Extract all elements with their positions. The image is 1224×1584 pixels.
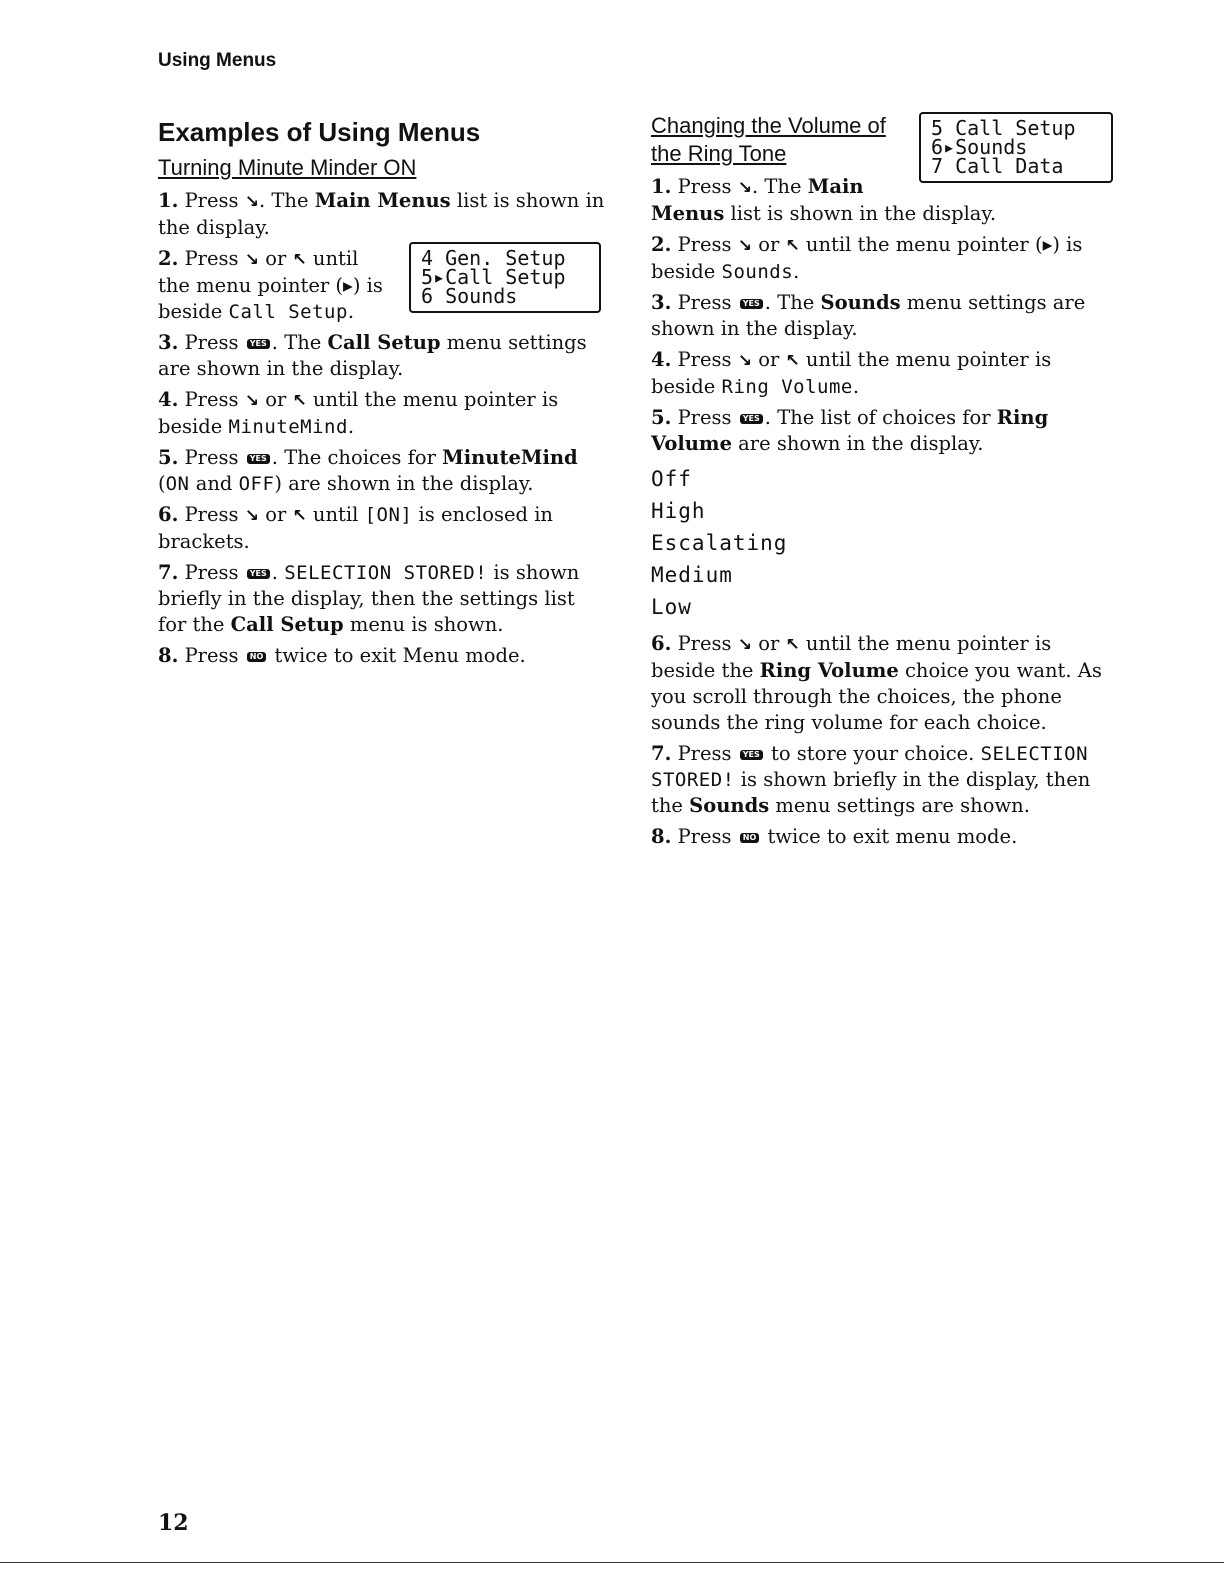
right-step-2: 2. Press ↘ or ↖ until the menu pointer (▸) is beside Sounds. bbox=[651, 233, 1083, 283]
left-step-1: 1. Press ↘. The Main Menus list is shown in the display. bbox=[158, 189, 605, 239]
choice-item: Off bbox=[651, 467, 692, 491]
scroll-up-key-icon: ↖ bbox=[785, 351, 800, 371]
ring-volume-choices bbox=[651, 463, 1113, 623]
scroll-down-key-icon: ↘ bbox=[244, 192, 260, 212]
right-step-4: 4. Press ↘ or ↖ until the menu pointer is beside Ring Volume. bbox=[651, 348, 1052, 398]
running-head: Using Menus bbox=[158, 50, 277, 71]
scroll-up-key-icon: ↖ bbox=[785, 635, 800, 655]
menu-pointer-icon: ▸ bbox=[343, 274, 353, 297]
left-step-4: 4. Press ↘ or ↖ until the menu pointer is beside MinuteMind. bbox=[158, 388, 559, 438]
left-lcd-display: 4 Gen. Setup 5▸Call Setup 6 Sounds bbox=[409, 242, 601, 313]
scroll-up-key-icon: ↖ bbox=[785, 236, 800, 256]
left-step-5: 5. Press YES . The choices for MinuteMind (ON and OFF) are shown in the display. bbox=[158, 446, 578, 495]
scroll-up-key-icon: ↖ bbox=[292, 506, 307, 526]
yes-key-icon: YES bbox=[247, 339, 270, 349]
choice-item: High bbox=[651, 499, 706, 523]
right-step-1: 1. Press ↘. The Main Menus list is shown in the display. bbox=[651, 175, 997, 225]
section-title: Examples of Using Menus bbox=[158, 117, 481, 147]
no-key-icon: NO bbox=[740, 833, 760, 843]
left-step-7: 7. Press YES . SELECTION STORED! is shown briefly in the display, then the settings list for the Call Setup menu is shown. bbox=[158, 561, 580, 636]
right-step-7: 7. Press YES to store your choice. SELECTION STORED! is shown briefly in the display, then the Sounds menu settings are shown. bbox=[651, 742, 1091, 817]
left-step-2-wrap bbox=[158, 246, 608, 325]
choice-item: Medium bbox=[651, 563, 733, 587]
right-column bbox=[651, 112, 1113, 855]
yes-key-icon: YES bbox=[740, 750, 763, 760]
bottom-rule bbox=[0, 1562, 1224, 1563]
yes-key-icon: YES bbox=[740, 299, 763, 309]
scroll-down-key-icon: ↘ bbox=[244, 506, 260, 526]
right-lcd-display: 5 Call Setup 6▸Sounds 7 Call Data bbox=[919, 112, 1113, 183]
choice-item: Escalating bbox=[651, 531, 788, 555]
choice-item: Low bbox=[651, 595, 692, 619]
right-step-8: 8. Press NO twice to exit menu mode. bbox=[651, 825, 1018, 848]
menu-pointer-icon: ▸ bbox=[1042, 233, 1053, 256]
left-step-2: 2. Press ↘ or ↖ until the menu pointer (▸) is beside Call Setup. bbox=[158, 247, 383, 323]
page-number: 12 bbox=[158, 1510, 189, 1536]
scroll-down-key-icon: ↘ bbox=[244, 250, 260, 270]
scroll-down-key-icon: ↘ bbox=[244, 391, 260, 411]
scroll-down-key-icon: ↘ bbox=[737, 635, 753, 655]
left-step-6: 6. Press ↘ or ↖ until [ON] is enclosed in brackets. bbox=[158, 503, 553, 553]
right-step-3: 3. Press YES . The Sounds menu settings are shown in the display. bbox=[651, 291, 1086, 340]
scroll-down-key-icon: ↘ bbox=[737, 236, 753, 256]
yes-key-icon: YES bbox=[740, 414, 763, 424]
yes-key-icon: YES bbox=[247, 454, 270, 464]
left-step-3: 3. Press YES . The Call Setup menu settings are shown in the display. bbox=[158, 331, 587, 380]
left-step-8: 8. Press NO twice to exit Menu mode. bbox=[158, 644, 526, 667]
right-step-5: 5. Press YES . The list of choices for Ring Volume are shown in the display. bbox=[651, 406, 1049, 455]
scroll-up-key-icon: ↖ bbox=[292, 391, 307, 411]
scroll-up-key-icon: ↖ bbox=[292, 250, 307, 270]
no-key-icon: NO bbox=[247, 652, 267, 662]
right-step-6: 6. Press ↘ or ↖ until the menu pointer is beside the Ring Volume choice you want. As you scroll through the choices, the phone sounds the ring volume for each choice. bbox=[651, 632, 1102, 734]
yes-key-icon: YES bbox=[247, 569, 270, 579]
right-subtitle: Changing the Volume of the Ring Tone bbox=[651, 113, 886, 166]
scroll-down-key-icon: ↘ bbox=[737, 178, 753, 198]
left-subtitle: Turning Minute Minder ON bbox=[158, 155, 417, 180]
scroll-down-key-icon: ↘ bbox=[737, 351, 753, 371]
left-column bbox=[158, 116, 608, 674]
